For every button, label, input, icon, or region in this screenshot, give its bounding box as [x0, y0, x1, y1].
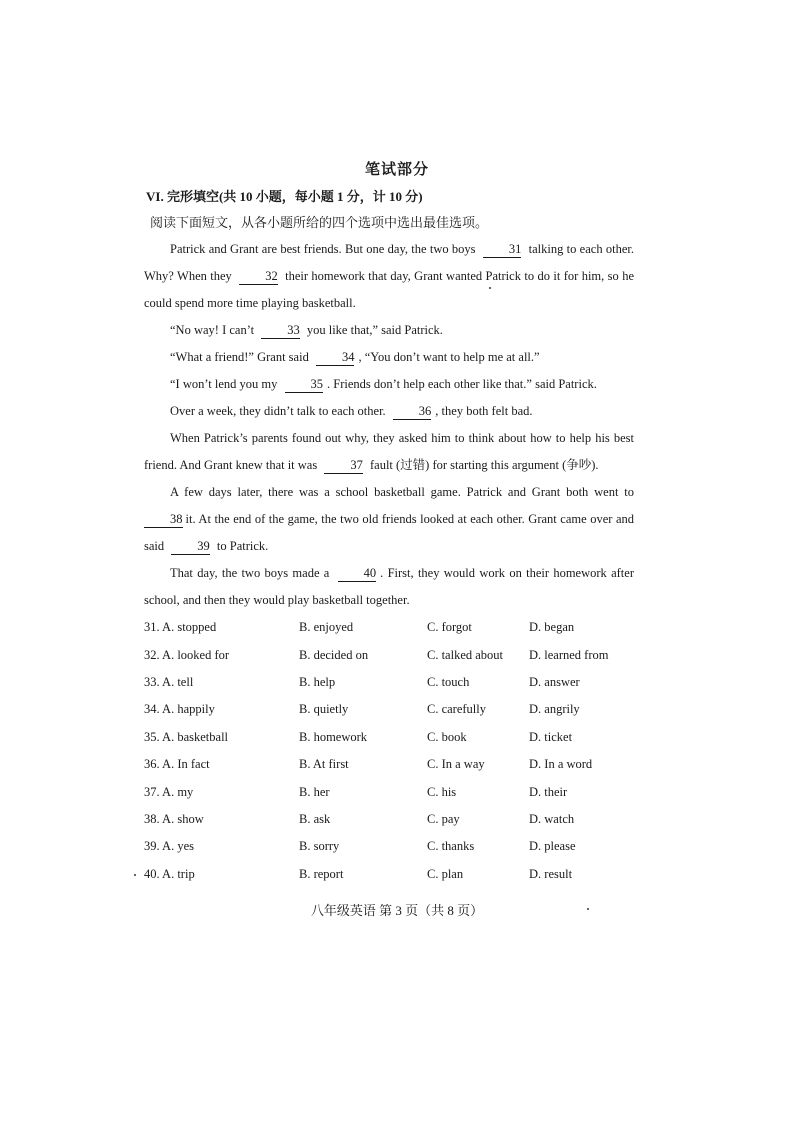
passage-text: , “You don’t want to help me at all.” — [358, 350, 540, 364]
passage-text: talking to each other. Why? When they — [144, 242, 634, 283]
option-choice: D. watch — [529, 811, 575, 826]
passage-text: . First, they would work on their homework after school, and then they would play basketball together. — [144, 566, 634, 607]
section-instruction: 阅读下面短文，从各小题所给的四个选项中选出最佳选项。 — [150, 215, 489, 230]
blank-39: 39 — [171, 539, 210, 555]
option-choice: C. touch — [427, 674, 470, 689]
option-row — [144, 614, 644, 641]
option-choice: 39. A. yes — [144, 839, 194, 854]
passage-paragraph — [144, 344, 634, 371]
scan-speck — [134, 874, 136, 876]
scan-speck — [489, 287, 491, 289]
option-choice: B. report — [299, 866, 344, 881]
passage-text: “I won’t lend you my — [170, 377, 281, 391]
passage-paragraph — [144, 317, 634, 344]
passage-text: Patrick and Grant are best friends. But one day, the two boys — [170, 242, 479, 256]
blank-34: 34 — [316, 350, 355, 366]
option-choice: B. help — [299, 674, 336, 689]
passage-paragraph — [144, 398, 634, 425]
option-choice: B. her — [299, 784, 330, 799]
passage-paragraph — [144, 371, 634, 398]
passage-text: A few days later, there was a school basketball game. Patrick and Grant both went to — [170, 485, 634, 499]
option-choice: C. plan — [427, 866, 464, 881]
option-row — [144, 861, 644, 888]
option-choice: C. thanks — [427, 839, 475, 854]
option-choice: 35. A. basketball — [144, 729, 229, 744]
passage-text: When Patrick’s parents found out why, they asked him to think about how to help his best friend. And Grant knew that it was — [144, 431, 634, 472]
option-choice: C. talked about — [427, 647, 504, 662]
passage-paragraph — [144, 560, 634, 614]
option-row — [144, 778, 644, 805]
option-choice: C. pay — [427, 811, 460, 826]
option-choice: B. decided on — [299, 647, 369, 662]
passage-text: their homework that day, Grant wanted Patrick to do it for him, so he could spend more time playing basketball. — [144, 269, 634, 310]
option-choice: B. At first — [299, 757, 349, 772]
option-choice: D. their — [529, 784, 568, 799]
option-row — [144, 833, 644, 860]
passage-text: to Patrick. — [213, 539, 269, 553]
option-choice: C. book — [427, 729, 467, 744]
option-choice: C. In a way — [427, 757, 485, 772]
option-choice: 32. A. looked for — [144, 647, 230, 662]
option-choice: D. angrily — [529, 702, 580, 717]
option-choice: 36. A. In fact — [144, 757, 210, 772]
option-choice: 33. A. tell — [144, 674, 194, 689]
option-choice: B. homework — [299, 729, 368, 744]
option-choice: D. result — [529, 866, 573, 881]
option-choice: C. carefully — [427, 702, 487, 717]
option-choice: D. learned from — [529, 647, 609, 662]
cloze-passage — [144, 236, 634, 614]
option-choice: B. ask — [299, 811, 331, 826]
blank-37: 37 — [324, 458, 363, 474]
passage-text: you like that,” said Patrick. — [303, 323, 443, 337]
option-row — [144, 696, 644, 723]
option-choice: 37. A. my — [144, 784, 194, 799]
option-choice: D. In a word — [529, 757, 593, 772]
option-choice: B. sorry — [299, 839, 340, 854]
passage-paragraph — [144, 479, 634, 560]
option-row — [144, 669, 644, 696]
option-row — [144, 724, 644, 751]
passage-text: “What a friend!” Grant said — [170, 350, 312, 364]
option-choice: 34. A. happily — [144, 702, 215, 717]
blank-32: 32 — [239, 269, 278, 285]
option-choice: B. enjoyed — [299, 620, 354, 635]
option-choice: D. ticket — [529, 729, 573, 744]
section-heading: VI. 完形填空(共 10 小题，每小题 1 分，计 10 分) — [146, 189, 423, 204]
option-choice: D. began — [529, 620, 575, 635]
option-choice: C. forgot — [427, 620, 472, 635]
passage-text: . Friends don’t help each other like that.” said Patrick. — [327, 377, 597, 391]
option-choice: D. please — [529, 839, 576, 854]
option-choice: 38. A. show — [144, 811, 204, 826]
option-choice: C. his — [427, 784, 457, 799]
blank-40: 40 — [338, 566, 377, 582]
blank-31: 31 — [483, 242, 522, 258]
option-row — [144, 806, 644, 833]
option-choice: 31. A. stopped — [144, 620, 217, 635]
passage-text: it. At the end of the game, the two old friends looked at each other. Grant came over and said — [144, 512, 634, 553]
option-choice: D. answer — [529, 674, 580, 689]
blank-33: 33 — [261, 323, 300, 339]
passage-text: , they both felt bad. — [435, 404, 533, 418]
page-title: 笔试部分 — [364, 162, 429, 178]
passage-paragraph — [144, 236, 634, 317]
passage-text: Over a week, they didn’t talk to each other. — [170, 404, 389, 418]
blank-38: 38 — [144, 512, 183, 528]
passage-text: fault (过错) for starting this argument (争吵). — [366, 458, 599, 472]
scan-speck — [587, 908, 589, 910]
passage-paragraph — [144, 425, 634, 479]
option-row — [144, 641, 644, 668]
blank-35: 35 — [285, 377, 324, 393]
page-footer: 八年级英语 第 3 页（共 8 页） — [310, 903, 484, 918]
passage-text: “No way! I can’t — [170, 323, 258, 337]
option-choice: B. quietly — [299, 702, 349, 717]
passage-text: That day, the two boys made a — [170, 566, 334, 580]
option-choice: 40. A. trip — [144, 866, 195, 881]
option-row — [144, 751, 644, 778]
blank-36: 36 — [393, 404, 432, 420]
answer-options — [144, 614, 644, 888]
